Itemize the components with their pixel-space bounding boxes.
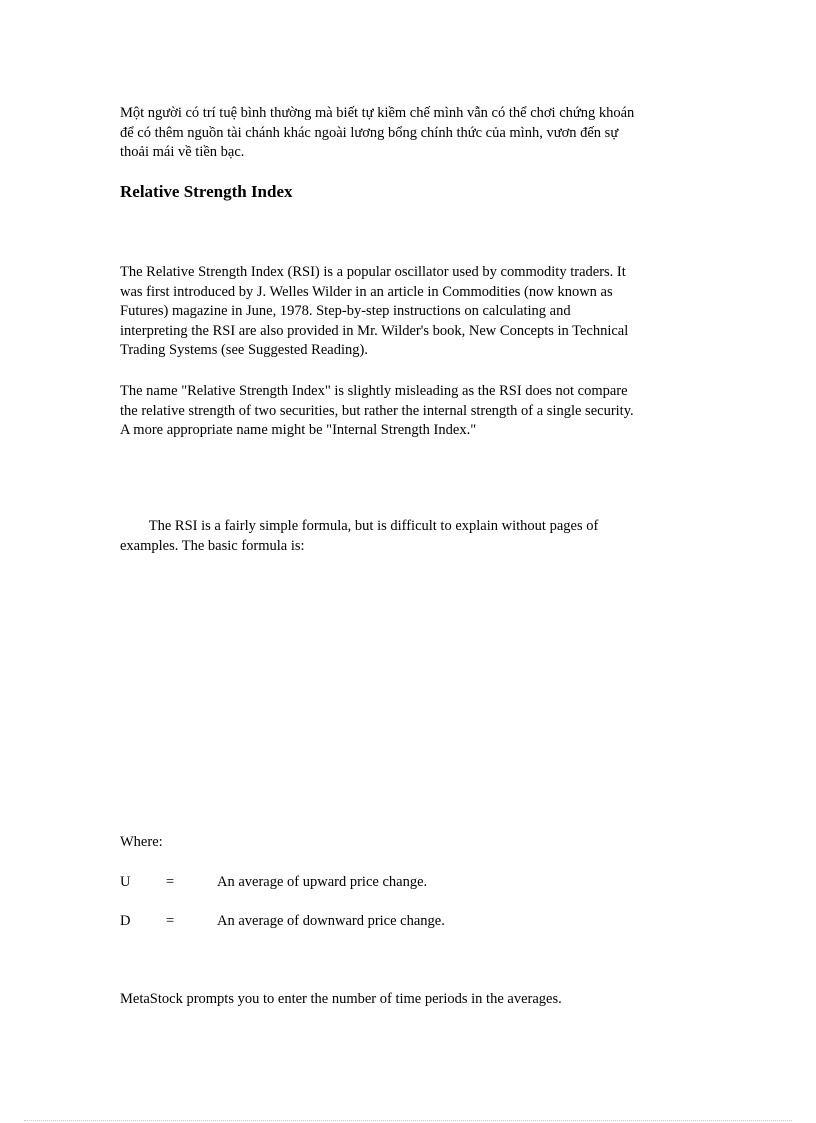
paragraph-line: A more appropriate name might be "Internal Strength Index." bbox=[120, 422, 477, 439]
page-boundary-divider bbox=[24, 1120, 792, 1121]
paragraph-line: the relative strength of two securities, but rather the internal strength of a single security. bbox=[120, 402, 634, 419]
rsi-intro-paragraph bbox=[120, 263, 695, 361]
definition-equals: = bbox=[166, 913, 175, 929]
intro-line: thoải mái về tiền bạc. bbox=[120, 144, 245, 161]
paragraph-line: The RSI is a fairly simple formula, but is difficult to explain without pages of bbox=[120, 518, 599, 534]
intro-paragraph bbox=[120, 104, 695, 163]
paragraph-line: Futures) magazine in June, 1978. Step-by-step instructions on calculating and bbox=[120, 303, 571, 320]
definition-text: An average of downward price change. bbox=[217, 913, 445, 929]
definition-row-d bbox=[120, 911, 695, 931]
intro-line: Một người có trí tuệ bình thường mà biết tự kiềm chế mình vẫn có thể chơi chứng khoán bbox=[120, 105, 635, 121]
formula-placeholder bbox=[120, 570, 695, 820]
section-heading: Relative Strength Index bbox=[120, 182, 293, 201]
paragraph-line: was first introduced by J. Welles Wilder in an article in Commodities (now known as bbox=[120, 283, 613, 300]
definition-symbol: D bbox=[120, 913, 131, 929]
definition-equals: = bbox=[166, 874, 175, 890]
paragraph-line: Trading Systems (see Suggested Reading). bbox=[120, 342, 368, 359]
where-label bbox=[120, 833, 695, 853]
paragraph-line: The name "Relative Strength Index" is slightly misleading as the RSI does not compare bbox=[120, 383, 628, 399]
formula-intro-paragraph bbox=[120, 517, 695, 556]
rsi-name-paragraph bbox=[120, 382, 695, 441]
closing-text: MetaStock prompts you to enter the number of time periods in the averages. bbox=[120, 991, 562, 1007]
intro-line: để có thêm nguồn tài chánh khác ngoài lương bổng chính thức của mình, vươn đến sự bbox=[120, 124, 619, 141]
paragraph-line: The Relative Strength Index (RSI) is a popular oscillator used by commodity traders. It bbox=[120, 264, 626, 280]
paragraph-line: examples. The basic formula is: bbox=[120, 537, 305, 554]
definition-symbol: U bbox=[120, 874, 131, 890]
where-text: Where: bbox=[120, 834, 163, 850]
definition-text: An average of upward price change. bbox=[217, 874, 428, 890]
definition-row-u bbox=[120, 872, 695, 892]
paragraph-line: interpreting the RSI are also provided in Mr. Wilder's book, New Concepts in Technical bbox=[120, 322, 629, 339]
closing-paragraph bbox=[120, 990, 695, 1010]
